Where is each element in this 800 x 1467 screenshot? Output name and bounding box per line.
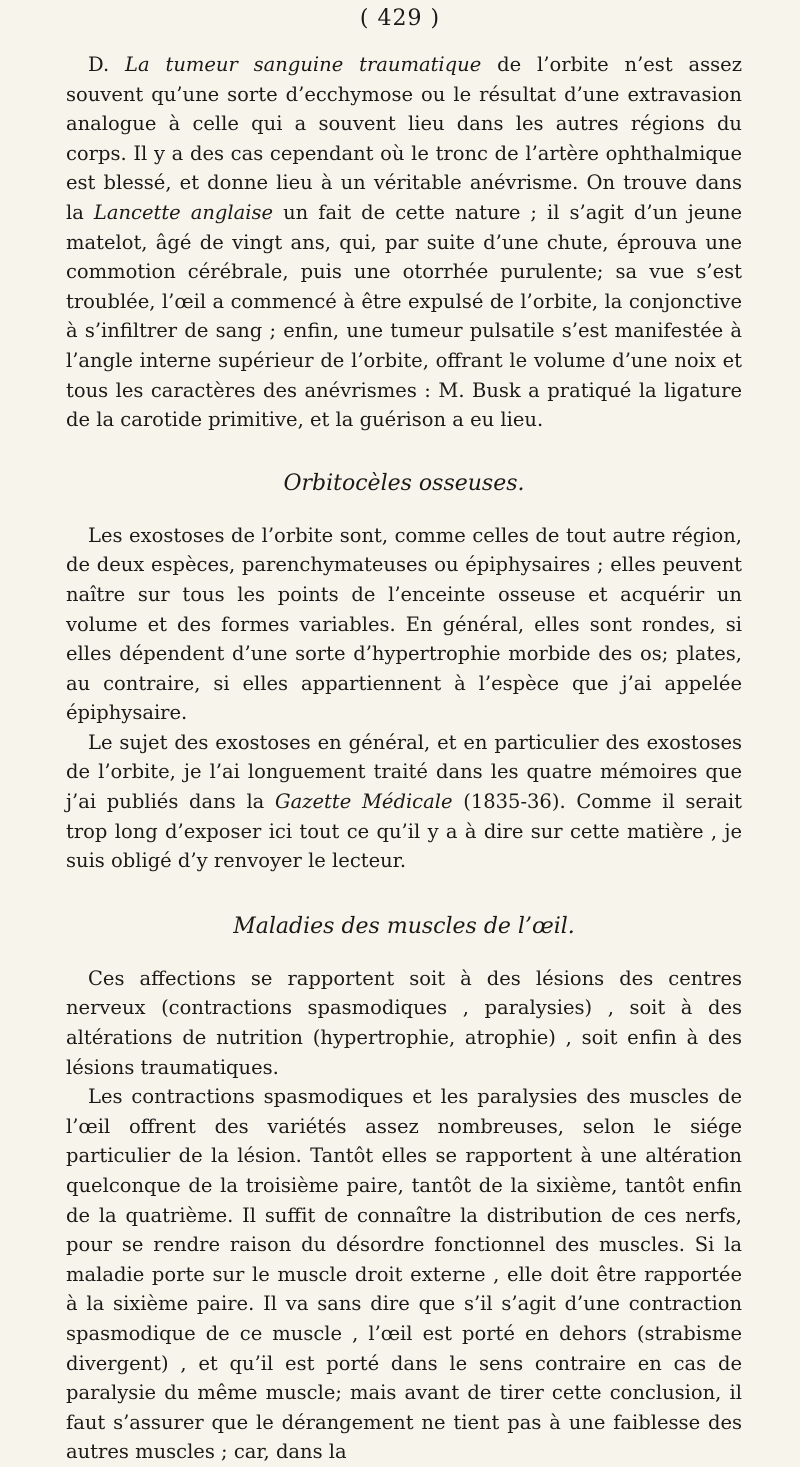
paragraph-text: (1835-36). Comme il serait trop long d’exposer ici tout ce qu’il y a à dire sur cette matière , je suis obligé d’y renvoyer le lecteur. [66, 790, 742, 873]
paragraph-exostoses: Les exostoses de l’orbite sont, comme celles de tout autre région, de deux espèces, parenchymateuses ou épiphysaires ; elles peuvent naître sur tous les points de l’enceinte osseuse et acquérir un volume et des formes variables. En général, elles sont rondes, si elles dépendent d’une sorte d’hypertrophie morbide des os; plates, au contraire, si elles appartiennent à l’espèce que j’ai appelée épiphysaire. [66, 523, 742, 725]
paragraph-contractions: Les contractions spasmodiques et les paralysies des muscles de l’œil offrent des variétés assez nombreuses, selon le siége particulier de la lésion. Tantôt elles se rapportent à une altération quelconque de la troisième paire, tantôt de la sixième, tantôt enfin de la quatrième. Il suffit de connaître la distribution de ces nerfs, pour se rendre raison du désordre fonctionnel des muscles. Si la maladie porte sur le muscle droit externe , elle doit être rapportée à la sixième paire. Il va sans dire que s’il s’agit d’une contraction spasmodique de ce muscle , l’œil est porté en dehors (strabisme divergent) , et qu’il est porté dans le sens contraire en cas de paralysie du même muscle; mais avant de tirer cette conclusion, il faut s’assurer que le dérangement ne tient pas à une faiblesse des autres muscles ; car, dans la [66, 1085, 742, 1464]
paragraph-text: Le sujet des exostoses en général, et en particulier des exostoses de l’orbite, je l’ai longuement traité dans les quatre mémoires que j’ai publiés dans la [66, 730, 742, 814]
paragraph-text: un fait de cette nature ; il s’agit d’un jeune matelot, âgé de vingt ans, qui, par suite d’une chute, éprouva une commotion cérébrale, puis une otorrhée purulente; sa vue s’est troublée, l’œil a commencé à être expulsé de l’orbite, la conjonctive à s’infiltrer de sang ; enfin, une tumeur pulsatile s’est manifestée à l’angle interne supérieur de l’orbite, offrant le volume d’une noix et tous les caractères des anévrismes : M. Busk a pratiqué la ligature de la carotide primitive, et la guérison a eu lieu. [66, 200, 742, 432]
italic-source: Lancette anglaise [93, 200, 274, 224]
paragraph-text: de l’orbite n’est assez souvent qu’une sorte d’ecchymose ou le résultat d’une extravasion analogue à celle qui a souvent lieu dans les autres régions du corps. Il y a des cas cependant où le tronc de l’artère ophthalmique est blessé, et donne lieu à un véritable anévrisme. On trouve dans la [66, 53, 742, 224]
paragraph-label: D. [88, 53, 110, 76]
paragraph-exostoses-reference [66, 728, 742, 876]
page-body [66, 50, 742, 1467]
italic-term: La tumeur sanguine traumatique [125, 53, 482, 76]
page-number: ( 429 ) [359, 6, 441, 31]
paragraph-tumeur-sanguine [66, 50, 742, 435]
section-heading-orbitoceles: Orbitocèles osseuses. [283, 470, 525, 496]
italic-source: Gazette Médicale [275, 790, 453, 814]
paragraph-affections: Ces affections se rapportent soit à des lésions des centres nerveux (contractions spasmodiques , paralysies) , soit à des altérations de nutrition (hypertrophie, atrophie) , soit enfin à des lésions traumatiques. [66, 966, 742, 1079]
section-heading-maladies-muscles: Maladies des muscles de l’œil. [233, 913, 575, 939]
